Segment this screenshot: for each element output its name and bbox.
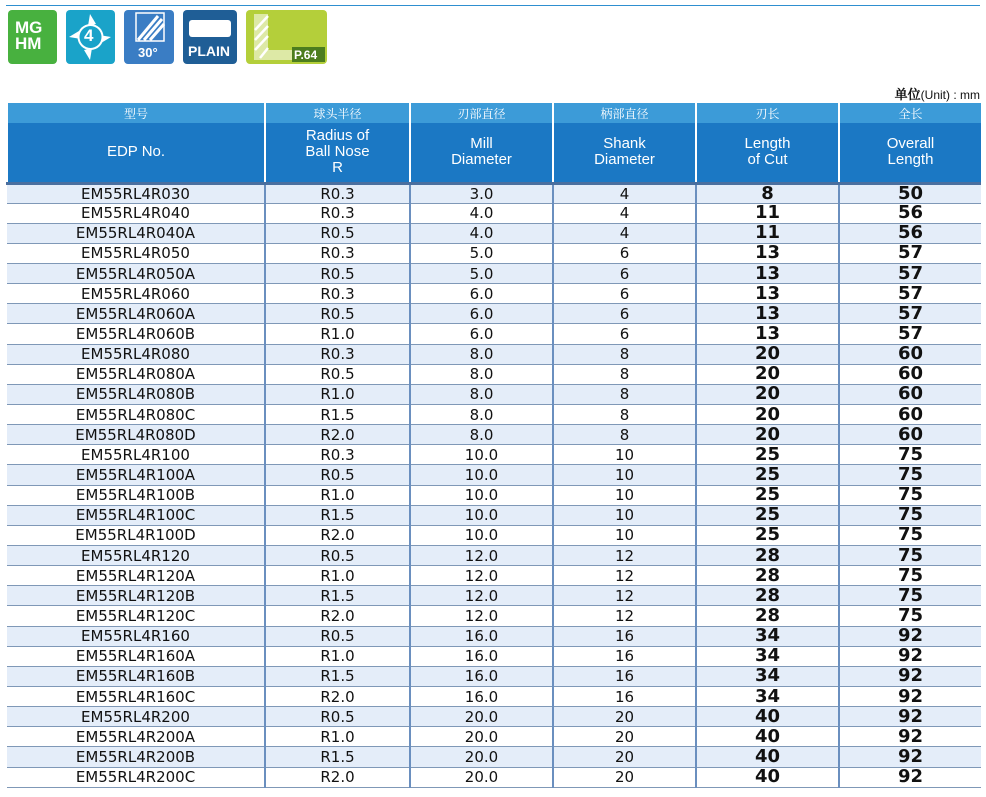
length-cut-cell: 13: [696, 284, 839, 304]
mill-dia-cell: 20.0: [410, 767, 553, 787]
header-en-line: Diameter: [451, 151, 512, 169]
overall-length-cell: 75: [839, 505, 981, 525]
edp-cell: EM55RL4R080: [7, 344, 265, 364]
overall-length-cell: 92: [839, 747, 981, 767]
shank-dia-cell: 20: [553, 727, 696, 747]
edp-cell: EM55RL4R120C: [7, 606, 265, 626]
radius-cell: R0.3: [265, 183, 410, 203]
header-en-radius: [265, 123, 410, 183]
mill-dia-cell: 20.0: [410, 747, 553, 767]
table-row: [7, 626, 981, 646]
header-zh-mill-dia: 刃部直径: [410, 103, 553, 123]
edp-cell: EM55RL4R120B: [7, 586, 265, 606]
radius-cell: R0.3: [265, 284, 410, 304]
table-row: [7, 767, 981, 787]
overall-length-cell: 75: [839, 566, 981, 586]
length-cut-cell: 28: [696, 566, 839, 586]
header-en-line: of Cut: [747, 151, 788, 169]
shank-dia-cell: 4: [553, 223, 696, 243]
spec-table: [6, 103, 981, 788]
radius-cell: R1.5: [265, 747, 410, 767]
mill-dia-cell: 20.0: [410, 707, 553, 727]
mill-dia-cell: 16.0: [410, 646, 553, 666]
header-en-shank-dia: [553, 123, 696, 183]
table-row: [7, 445, 981, 465]
unit-label-zh: 单位: [894, 87, 921, 102]
length-cut-cell: 20: [696, 405, 839, 425]
radius-cell: R1.0: [265, 485, 410, 505]
mill-dia-cell: 8.0: [410, 344, 553, 364]
spec-table-body: [7, 183, 981, 787]
length-cut-cell: 13: [696, 243, 839, 263]
overall-length-cell: 60: [839, 384, 981, 404]
edp-cell: EM55RL4R040A: [7, 223, 265, 243]
overall-length-cell: 75: [839, 525, 981, 545]
edp-cell: EM55RL4R160: [7, 626, 265, 646]
mill-dia-cell: 8.0: [410, 405, 553, 425]
edp-cell: EM55RL4R050A: [7, 264, 265, 284]
header-en-line: Shank: [603, 135, 646, 153]
length-cut-cell: 34: [696, 666, 839, 686]
shank-dia-cell: 10: [553, 485, 696, 505]
helix-angle-label: 30°: [138, 45, 158, 60]
header-zh-shank-dia: 柄部直径: [553, 103, 696, 123]
header-en-line: Length: [744, 135, 791, 153]
table-row: [7, 485, 981, 505]
header-row-zh: [7, 103, 981, 123]
shank-dia-cell: 20: [553, 767, 696, 787]
edp-cell: EM55RL4R050: [7, 243, 265, 263]
header-en-length-cut: [696, 123, 839, 183]
radius-cell: R2.0: [265, 767, 410, 787]
shank-dia-cell: 10: [553, 445, 696, 465]
length-cut-cell: 40: [696, 767, 839, 787]
page-reference-icon: [246, 10, 327, 64]
radius-cell: R2.0: [265, 425, 410, 445]
table-row: [7, 646, 981, 666]
overall-length-cell: 60: [839, 364, 981, 384]
edp-cell: EM55RL4R160C: [7, 687, 265, 707]
mill-dia-cell: 10.0: [410, 445, 553, 465]
shank-dia-cell: 12: [553, 566, 696, 586]
shank-dia-cell: 16: [553, 666, 696, 686]
edp-cell: EM55RL4R200: [7, 707, 265, 727]
radius-cell: R0.5: [265, 264, 410, 284]
table-row: [7, 384, 981, 404]
overall-length-cell: 57: [839, 243, 981, 263]
shank-dia-cell: 4: [553, 203, 696, 223]
unit-label-en: (Unit) : mm: [920, 88, 980, 102]
table-row: [7, 707, 981, 727]
shank-dia-cell: 10: [553, 465, 696, 485]
shank-dia-cell: 8: [553, 364, 696, 384]
shank-dia-cell: 6: [553, 243, 696, 263]
radius-cell: R1.0: [265, 646, 410, 666]
header-zh-radius: 球头半径: [265, 103, 410, 123]
mill-dia-cell: 20.0: [410, 727, 553, 747]
header-en-line: Diameter: [594, 151, 655, 169]
overall-length-cell: 75: [839, 445, 981, 465]
radius-cell: R0.3: [265, 203, 410, 223]
length-cut-cell: 40: [696, 707, 839, 727]
edp-cell: EM55RL4R040: [7, 203, 265, 223]
edp-cell: EM55RL4R100A: [7, 465, 265, 485]
mill-dia-cell: 16.0: [410, 666, 553, 686]
mill-dia-cell: 8.0: [410, 364, 553, 384]
overall-length-cell: 57: [839, 304, 981, 324]
edp-cell: EM55RL4R060A: [7, 304, 265, 324]
radius-cell: R0.5: [265, 223, 410, 243]
overall-length-cell: 92: [839, 666, 981, 686]
edp-cell: EM55RL4R060: [7, 284, 265, 304]
length-cut-cell: 13: [696, 324, 839, 344]
shank-type-label: PLAIN: [188, 43, 230, 59]
overall-length-cell: 56: [839, 223, 981, 243]
shank-dia-cell: 12: [553, 606, 696, 626]
shank-dia-cell: 20: [553, 707, 696, 727]
shank-dia-cell: 6: [553, 304, 696, 324]
edp-cell: EM55RL4R200B: [7, 747, 265, 767]
shank-dia-cell: 6: [553, 284, 696, 304]
mill-dia-cell: 3.0: [410, 183, 553, 203]
length-cut-cell: 25: [696, 445, 839, 465]
overall-length-cell: 56: [839, 203, 981, 223]
helix-angle-icon: [124, 10, 174, 64]
header-en-line: Ball Nose: [305, 143, 370, 161]
table-row: [7, 465, 981, 485]
top-rule: [6, 5, 980, 6]
length-cut-cell: 20: [696, 344, 839, 364]
mill-dia-cell: 6.0: [410, 324, 553, 344]
mill-dia-cell: 12.0: [410, 546, 553, 566]
spec-icons: [8, 10, 327, 68]
mill-dia-cell: 16.0: [410, 626, 553, 646]
mill-dia-cell: 10.0: [410, 465, 553, 485]
shank-dia-cell: 8: [553, 344, 696, 364]
length-cut-cell: 34: [696, 687, 839, 707]
overall-length-cell: 92: [839, 687, 981, 707]
mill-dia-cell: 5.0: [410, 264, 553, 284]
edp-cell: EM55RL4R100B: [7, 485, 265, 505]
mill-dia-cell: 10.0: [410, 505, 553, 525]
header-en-line: EDP No.: [106, 143, 166, 161]
length-cut-cell: 20: [696, 364, 839, 384]
overall-length-cell: 92: [839, 707, 981, 727]
header-row-en: [7, 123, 981, 183]
length-cut-cell: 11: [696, 203, 839, 223]
mill-dia-cell: 6.0: [410, 284, 553, 304]
overall-length-cell: 92: [839, 646, 981, 666]
shank-dia-cell: 16: [553, 687, 696, 707]
shank-dia-cell: 16: [553, 626, 696, 646]
mill-dia-cell: 12.0: [410, 586, 553, 606]
mill-dia-cell: 8.0: [410, 384, 553, 404]
radius-cell: R1.0: [265, 566, 410, 586]
radius-cell: R0.5: [265, 364, 410, 384]
edp-cell: EM55RL4R060B: [7, 324, 265, 344]
header-zh-edp: 型号: [7, 103, 265, 123]
table-row: [7, 505, 981, 525]
edp-cell: EM55RL4R160B: [7, 666, 265, 686]
table-row: [7, 546, 981, 566]
header-en-line: Radius of: [305, 127, 370, 145]
shank-dia-cell: 8: [553, 425, 696, 445]
overall-length-cell: 75: [839, 606, 981, 626]
mill-dia-cell: 4.0: [410, 203, 553, 223]
edp-cell: EM55RL4R080B: [7, 384, 265, 404]
overall-length-cell: 92: [839, 767, 981, 787]
table-row: [7, 183, 981, 203]
overall-length-cell: 60: [839, 425, 981, 445]
length-cut-cell: 25: [696, 505, 839, 525]
overall-length-cell: 92: [839, 626, 981, 646]
mill-dia-cell: 16.0: [410, 687, 553, 707]
table-row: [7, 425, 981, 445]
edp-cell: EM55RL4R160A: [7, 646, 265, 666]
overall-length-cell: 75: [839, 465, 981, 485]
header-en-edp: [7, 123, 265, 183]
table-row: [7, 687, 981, 707]
edp-cell: EM55RL4R030: [7, 183, 265, 203]
overall-length-cell: 60: [839, 405, 981, 425]
overall-length-cell: 75: [839, 586, 981, 606]
edp-cell: EM55RL4R200A: [7, 727, 265, 747]
mill-dia-cell: 4.0: [410, 223, 553, 243]
edp-cell: EM55RL4R200C: [7, 767, 265, 787]
header-en-line: Overall: [886, 135, 935, 153]
overall-length-cell: 60: [839, 344, 981, 364]
edp-cell: EM55RL4R100D: [7, 525, 265, 545]
unit-label: [895, 84, 980, 103]
radius-cell: R1.5: [265, 666, 410, 686]
material-line-2: HM: [15, 34, 42, 53]
shank-dia-cell: 8: [553, 384, 696, 404]
length-cut-cell: 20: [696, 384, 839, 404]
overall-length-cell: 50: [839, 183, 981, 203]
table-row: [7, 405, 981, 425]
radius-cell: R0.3: [265, 445, 410, 465]
edp-cell: EM55RL4R100C: [7, 505, 265, 525]
table-row: [7, 243, 981, 263]
radius-cell: R1.0: [265, 384, 410, 404]
table-row: [7, 566, 981, 586]
flute-count: 4: [84, 26, 94, 45]
overall-length-cell: 57: [839, 324, 981, 344]
length-cut-cell: 13: [696, 304, 839, 324]
length-cut-cell: 25: [696, 465, 839, 485]
radius-cell: R1.5: [265, 505, 410, 525]
shank-dia-cell: 20: [553, 747, 696, 767]
header-zh-length-cut: 刃长: [696, 103, 839, 123]
overall-length-cell: 57: [839, 284, 981, 304]
table-row: [7, 284, 981, 304]
edp-cell: EM55RL4R120A: [7, 566, 265, 586]
mill-dia-cell: 10.0: [410, 485, 553, 505]
radius-cell: R0.5: [265, 546, 410, 566]
page-ref-label: P.64: [294, 48, 318, 62]
radius-cell: R0.3: [265, 243, 410, 263]
length-cut-cell: 34: [696, 646, 839, 666]
table-row: [7, 525, 981, 545]
mill-dia-cell: 8.0: [410, 425, 553, 445]
mill-dia-cell: 5.0: [410, 243, 553, 263]
table-row: [7, 223, 981, 243]
edp-cell: EM55RL4R080D: [7, 425, 265, 445]
table-row: [7, 344, 981, 364]
radius-cell: R0.5: [265, 304, 410, 324]
table-row: [7, 666, 981, 686]
radius-cell: R2.0: [265, 606, 410, 626]
radius-cell: R1.0: [265, 727, 410, 747]
length-cut-cell: 8: [696, 183, 839, 203]
length-cut-cell: 40: [696, 747, 839, 767]
plain-shank-icon: [183, 10, 237, 64]
mill-dia-cell: 12.0: [410, 606, 553, 626]
length-cut-cell: 28: [696, 546, 839, 566]
table-row: [7, 304, 981, 324]
shank-dia-cell: 12: [553, 546, 696, 566]
four-flute-icon: [66, 10, 115, 64]
radius-cell: R2.0: [265, 525, 410, 545]
length-cut-cell: 34: [696, 626, 839, 646]
header-en-line: R: [332, 159, 343, 177]
radius-cell: R0.3: [265, 344, 410, 364]
table-row: [7, 203, 981, 223]
length-cut-cell: 11: [696, 223, 839, 243]
radius-cell: R1.0: [265, 324, 410, 344]
shank-dia-cell: 6: [553, 264, 696, 284]
material-line-1: MG: [15, 18, 43, 37]
radius-cell: R1.5: [265, 586, 410, 606]
material-grade-icon: [8, 10, 57, 64]
shank-dia-cell: 16: [553, 646, 696, 666]
overall-length-cell: 57: [839, 264, 981, 284]
table-row: [7, 747, 981, 767]
header-en-line: Mill: [470, 135, 493, 153]
length-cut-cell: 20: [696, 425, 839, 445]
edp-cell: EM55RL4R080A: [7, 364, 265, 384]
mill-dia-cell: 6.0: [410, 304, 553, 324]
length-cut-cell: 28: [696, 586, 839, 606]
length-cut-cell: 13: [696, 264, 839, 284]
mill-dia-cell: 10.0: [410, 525, 553, 545]
header-en-mill-dia: [410, 123, 553, 183]
shank-dia-cell: 10: [553, 505, 696, 525]
edp-cell: EM55RL4R100: [7, 445, 265, 465]
radius-cell: R2.0: [265, 687, 410, 707]
shank-dia-cell: 12: [553, 586, 696, 606]
overall-length-cell: 75: [839, 485, 981, 505]
radius-cell: R0.5: [265, 465, 410, 485]
edp-cell: EM55RL4R120: [7, 546, 265, 566]
header-en-overall: [839, 123, 981, 183]
header-en-line: Length: [887, 151, 934, 169]
header-zh-overall: 全长: [839, 103, 981, 123]
table-row: [7, 264, 981, 284]
length-cut-cell: 28: [696, 606, 839, 626]
length-cut-cell: 40: [696, 727, 839, 747]
edp-cell: EM55RL4R080C: [7, 405, 265, 425]
length-cut-cell: 25: [696, 485, 839, 505]
table-row: [7, 586, 981, 606]
radius-cell: R1.5: [265, 405, 410, 425]
shank-dia-cell: 8: [553, 405, 696, 425]
shank-dia-cell: 4: [553, 183, 696, 203]
length-cut-cell: 25: [696, 525, 839, 545]
table-row: [7, 324, 981, 344]
overall-length-cell: 75: [839, 546, 981, 566]
radius-cell: R0.5: [265, 626, 410, 646]
radius-cell: R0.5: [265, 707, 410, 727]
table-row: [7, 364, 981, 384]
shank-dia-cell: 6: [553, 324, 696, 344]
overall-length-cell: 92: [839, 727, 981, 747]
table-row: [7, 606, 981, 626]
mill-dia-cell: 12.0: [410, 566, 553, 586]
shank-dia-cell: 10: [553, 525, 696, 545]
table-row: [7, 727, 981, 747]
